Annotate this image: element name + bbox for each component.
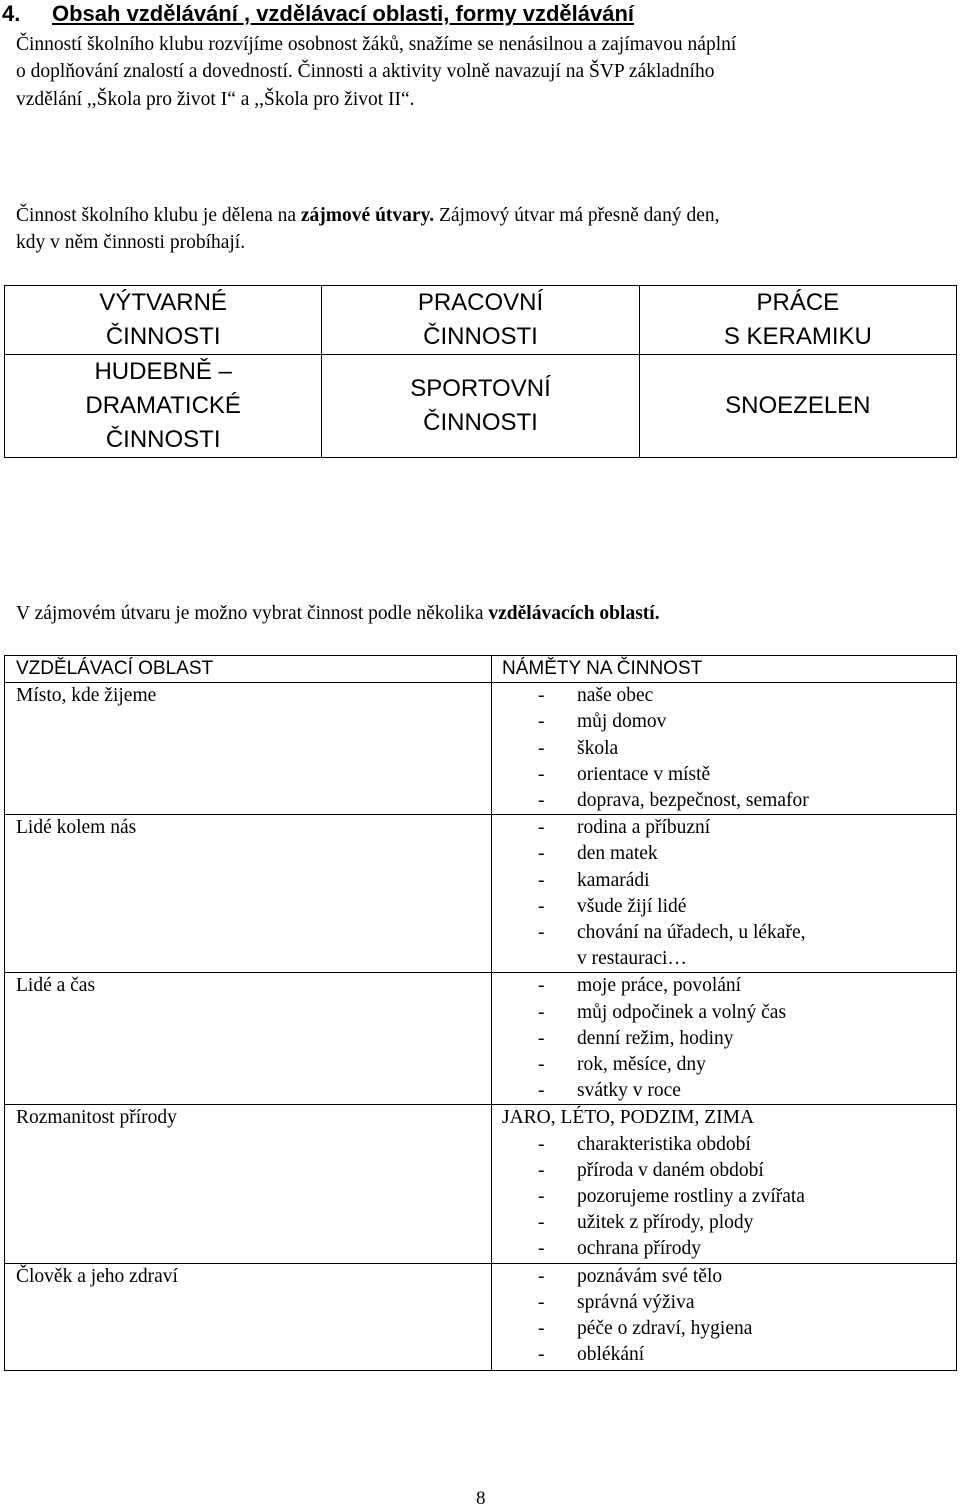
activities-row-1 <box>5 286 957 355</box>
activities-row-2 <box>5 355 957 458</box>
idea-item: - škola <box>500 736 956 762</box>
areas-intro <box>16 600 660 627</box>
clubs-paragraph-line-2: kdy v něm činnosti probíhají. <box>16 232 246 253</box>
idea-item: - kamarádi <box>500 868 956 894</box>
areas-intro-bold: vzdělávacích oblastí. <box>488 603 660 624</box>
area-ideas <box>492 973 957 1105</box>
activity-text: ČINNOSTI <box>423 409 538 436</box>
idea-item: - poznávám své tělo <box>500 1264 956 1290</box>
idea-item: - doprava, bezpečnost, semafor <box>500 788 956 814</box>
section-title: Obsah vzdělávání , vzdělávací oblasti, formy vzdělávání <box>52 1 635 26</box>
activity-cell-hudebne <box>5 355 322 458</box>
area-name: Místo, kde žijeme <box>5 683 492 815</box>
idea-item: - denní režim, hodiny <box>500 1026 956 1052</box>
idea-item: - můj odpočinek a volný čas <box>500 1000 956 1026</box>
idea-item: - péče o zdraví, hygiena <box>500 1316 956 1342</box>
idea-item: - pozorujeme rostliny a zvířata <box>500 1184 956 1210</box>
area-ideas <box>492 1105 957 1263</box>
activities-table <box>4 285 957 458</box>
area-ideas <box>492 815 957 973</box>
clubs-suffix: Zájmový útvar má přesně daný den, <box>434 205 720 226</box>
activity-text: PRÁCE <box>756 289 840 316</box>
areas-intro-prefix: V zájmovém útvaru je možno vybrat činnost podle několika <box>16 603 489 624</box>
activity-text: ČINNOSTI <box>105 323 221 350</box>
idea-item: - rodina a příbuzní <box>500 815 956 841</box>
area-ideas <box>492 683 957 815</box>
idea-item: - orientace v místě <box>500 762 956 788</box>
page-number: 8 <box>476 1488 486 1509</box>
section-number: 4. <box>2 1 21 26</box>
idea-item: - oblékání <box>500 1342 956 1368</box>
area-row <box>5 1263 957 1371</box>
idea-item: - můj domov <box>500 709 956 735</box>
activity-text: S KERAMIKU <box>723 323 872 350</box>
idea-item: - užitek z přírody, plody <box>500 1210 956 1236</box>
area-ideas <box>492 1263 957 1371</box>
activity-text: VÝTVARNÉ <box>99 289 227 316</box>
area-row <box>5 973 957 1105</box>
activity-text: PRACOVNÍ <box>417 289 544 316</box>
area-name: Rozmanitost přírody <box>5 1105 492 1263</box>
idea-continuation: v restauraci… <box>577 948 687 970</box>
areas-header-row <box>5 656 957 683</box>
header-education-area: VZDĚLÁVACÍ OBLAST <box>5 656 492 683</box>
idea-item: - rok, měsíce, dny <box>500 1052 956 1078</box>
activity-cell-pracovni <box>322 286 639 355</box>
area-row <box>5 683 957 815</box>
idea-item: - všude žijí lidé <box>500 894 956 920</box>
section-heading <box>2 0 634 28</box>
idea-item: - moje práce, povolání <box>500 973 956 999</box>
idea-item: - správná výživa <box>500 1290 956 1316</box>
intro-line-1: Činností školního klubu rozvíjíme osobnost žáků, snažíme se nenásilnou a zajímavou náplní <box>16 34 737 55</box>
idea-item: - příroda v daném období <box>500 1158 956 1184</box>
idea-item: - charakteristika období <box>500 1132 956 1158</box>
header-activity-ideas: NÁMĚTY NA ČINNOST <box>492 656 957 683</box>
area-row <box>5 815 957 973</box>
idea-item: - chování na úřadech, u lékaře, <box>500 920 956 946</box>
activity-cell-keramika <box>639 286 956 355</box>
seasons-lead: JARO, LÉTO, PODZIM, ZIMA <box>502 1107 755 1129</box>
clubs-bold-term: zájmové útvary. <box>300 205 435 226</box>
idea-item: - naše obec <box>500 683 956 709</box>
activity-cell-snoezelen <box>639 355 956 458</box>
area-name: Lidé kolem nás <box>5 815 492 973</box>
idea-item: - svátky v roce <box>500 1078 956 1104</box>
activity-text: SPORTOVNÍ <box>410 375 551 402</box>
area-name: Lidé a čas <box>5 973 492 1105</box>
activity-text: ČINNOSTI <box>423 323 538 350</box>
activity-text: ČINNOSTI <box>105 426 221 453</box>
clubs-paragraph-line-1 <box>16 202 719 229</box>
activity-text: DRAMATICKÉ <box>85 392 241 419</box>
activity-cell-vytvarne <box>5 286 322 355</box>
activity-text: HUDEBNĚ – <box>94 358 232 385</box>
area-name: Člověk a jeho zdraví <box>5 1263 492 1371</box>
activity-cell-sportovni <box>322 355 639 458</box>
clubs-prefix: Činnost školního klubu je dělena na <box>16 205 301 226</box>
activity-text: SNOEZELEN <box>725 392 871 419</box>
intro-line-2: o doplňování znalostí a dovedností. Činnosti a aktivity volně navazují na ŠVP základního <box>16 61 715 82</box>
intro-line-3: vzdělání ,,Škola pro život I“ a ,,Škola pro život II“. <box>16 89 415 110</box>
idea-item: - ochrana přírody <box>500 1236 956 1262</box>
education-areas-table <box>4 655 957 1371</box>
area-row <box>5 1105 957 1263</box>
idea-item: - den matek <box>500 841 956 867</box>
